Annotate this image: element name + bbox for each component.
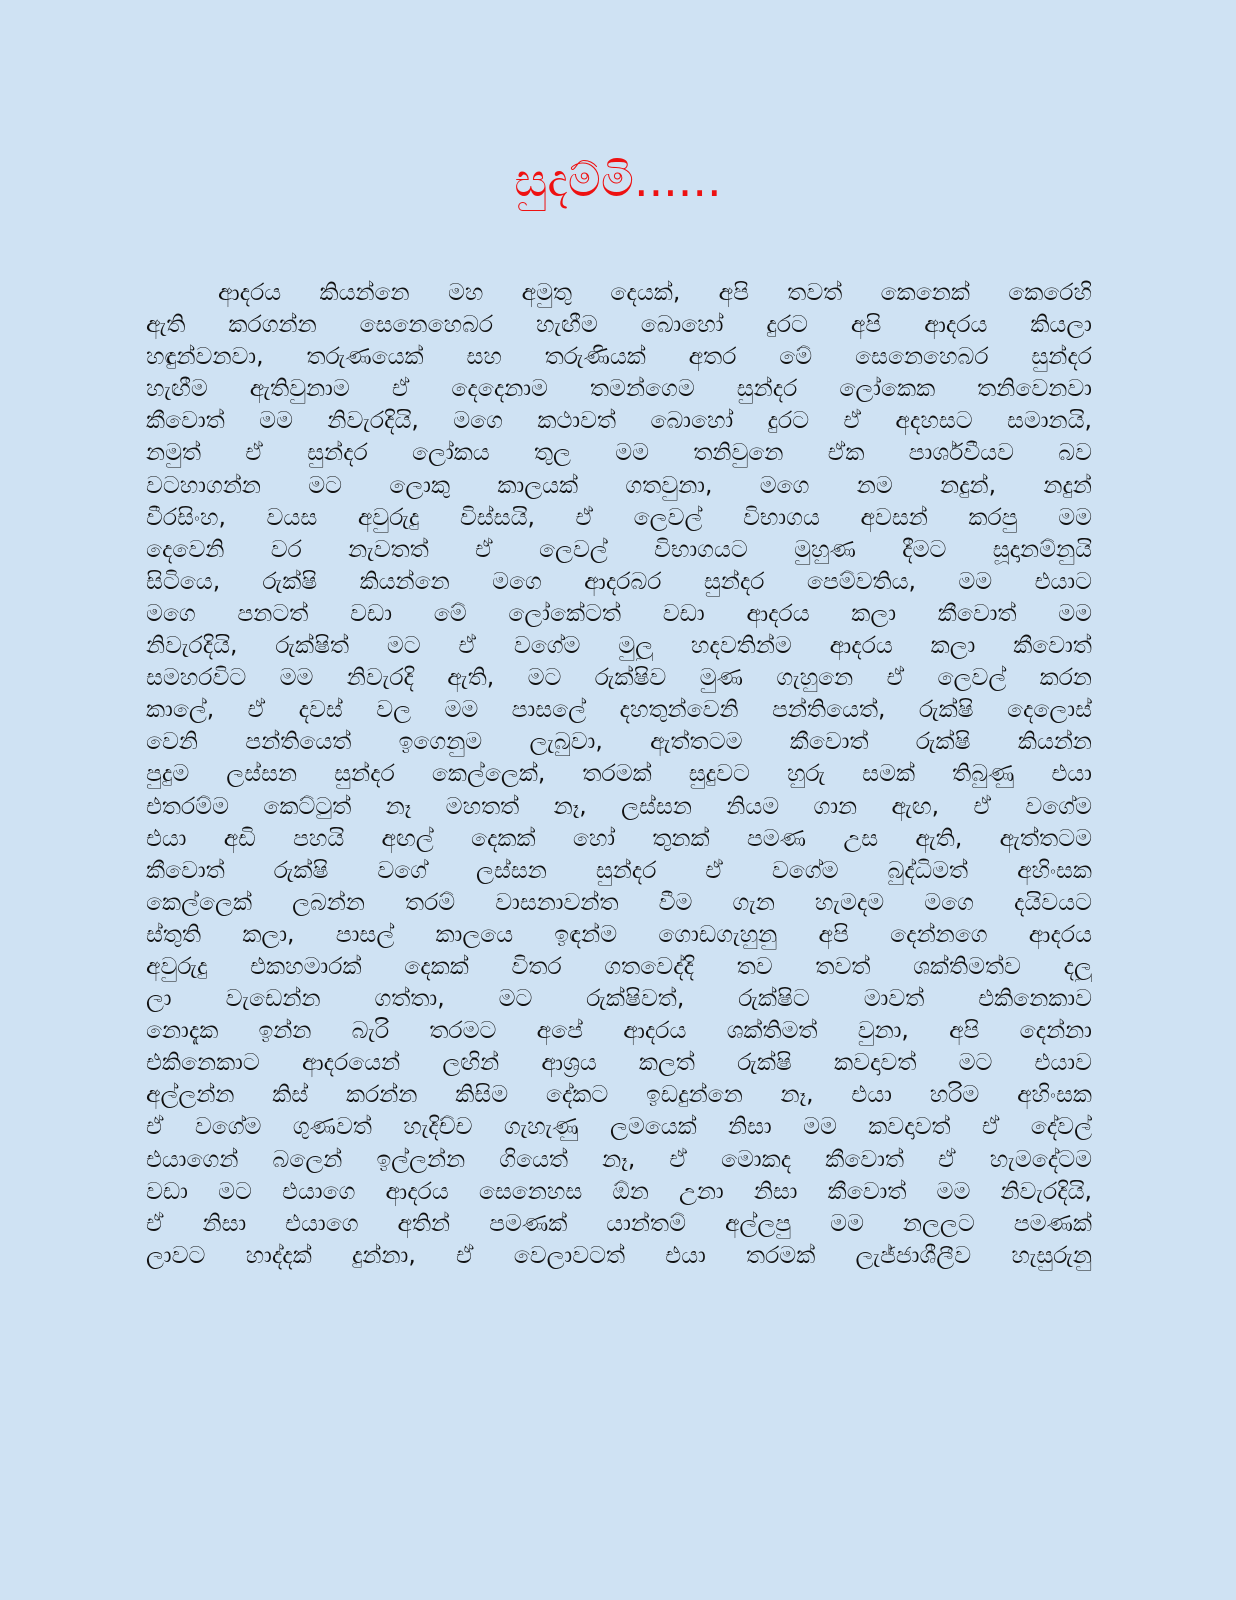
body-line: කෙල්ලෙක් ලබන්න තරම් වාසනාවන්ත වීම ගැන හැමදම මගෙ දයිවයට xyxy=(146,887,1092,916)
body-line: පුදුම ලස්සන සුන්දර කෙල්ලෙක්, තරමක් සුදුවට හුරු සමක් තිබුණු එයා xyxy=(146,759,1092,788)
body-line: වටහාගන්න මට ලොකු කාලයක් ගතවුනා, මගෙ නම නදුන්, නදුන් xyxy=(146,470,1092,499)
body-line: වීරසිංහ, වයස අවුරුදු විස්සයි, ඒ ලෙවල් විභාගය අවසන් කරපු මම xyxy=(146,502,1092,531)
body-line: හැඟීම ඇතිවුනාම ඒ දෙදෙනාම තමන්ගෙම සුන්දර ලෝකෙක තනිවෙනවා xyxy=(146,374,1092,403)
body-line: මගෙ පනටත් වඩා මේ ලෝකේටත් වඩා ආදරය කලා කීවොත් මම xyxy=(146,598,1092,627)
body-line: ඇති කරගන්න සෙනෙහෙබර හැඟීම බොහෝ දුරට අපි ආදරය කියලා xyxy=(146,310,1092,339)
body-line: නොදැක ඉන්න බැරි තරමට අපේ ආදරය ශක්තිමත් වුනා, අපි දෙන්නා xyxy=(146,1016,1092,1045)
body-line: වඩා මට එයාගෙ ආදරය සෙනෙහස ඕන උනා නිසා කීවොත් මම නිවැරදියි, xyxy=(146,1176,1092,1205)
body-line: ආදරය කියන්නෙ මහ අමුතු දෙයක්, අපි තවත් කෙනෙක් කෙරෙහි xyxy=(218,278,1092,306)
story-body xyxy=(146,276,1092,1271)
body-line: ස්තුති කලා, පාසල් කාලයෙ ඉඳන්ම ගොඩගැහුනු අපි දෙන්නගෙ ආදරය xyxy=(146,919,1092,948)
body-line: දෙවෙනි වර නැවතත් ඒ ලෙවල් විභාගයට මුහුණ දීමට සූදානම්නුයි xyxy=(146,534,1092,563)
body-line: එතරම්ම කෙට්ටුත් නෑ මහතත් නෑ, ලස්සන නියම ගාන ඇඟ, ඒ වගේම xyxy=(146,791,1092,820)
body-line: කීවොත් රුක්ෂි වගේ ලස්සන සුන්දර ඒ වගේම බුද්ධිමත් අහිංසක xyxy=(146,855,1092,884)
body-line: වෙනි පන්තියෙත් ඉගෙනුම ලැබුවා, ඇත්තටම කීවොත් රුක්ෂි කියන්න xyxy=(146,727,1092,756)
body-line: එකිනෙකාට ආදරයෙන් ලඟින් ආශ්‍රය කලත් රුක්ෂි කවදාවත් මට එයාව xyxy=(146,1048,1092,1077)
body-line: නිවැරදියි, රුක්ෂිත් මට ඒ වගේම මුලු හදවතින්ම ආදරය කලා කීවොත් xyxy=(146,631,1092,660)
body-line: ඒ නිසා එයාගෙ අතින් පමණක් යාන්තම් අල්ලපු මම නලලට පමණක් xyxy=(146,1208,1092,1237)
body-line: හඳුන්වනවා, තරුණයෙක් සහ තරුණියක් අතර මේ සෙනෙහෙබර සුන්දර xyxy=(146,342,1092,371)
body-line: එයා අඩි පහයි අඟල් දෙකක් හෝ තුනක් පමණ උස ඇති, ඇත්තටම xyxy=(146,823,1092,852)
body-line: කීවොත් මම නිවැරදියි, මගෙ කථාවත් බොහෝ දුරට ඒ අදහසට සමානයි, xyxy=(146,406,1092,435)
body-line: කාලේ, ඒ දවස් වල මම පාසලේ දහතුන්වෙනි පන්තියෙත්, රුක්ෂි දෙලොස් xyxy=(146,695,1092,724)
body-line: අවුරුදු එකහමාරක් දෙකක් විතර ගතවෙද්දි තව තවත් ශක්තිමත්ව දලු xyxy=(146,951,1092,980)
body-line: ලාවට හාද්දක් දුන්නා, ඒ වෙලාවටත් එයා තරමක් ලැජ්ජාශීලීව හැසුරුනු xyxy=(146,1240,1092,1269)
body-line: සිටියෙ, රුක්ෂි කියන්නෙ මගෙ ආදරබර සුන්දර පෙම්වතිය, මම එයාට xyxy=(146,566,1092,595)
body-line: ඒ වගේම ගුණවත් හැදිච්ච ගැහැණු ලමයෙක් නිසා මම කවදාවත් ඒ දේවල් xyxy=(146,1112,1092,1141)
body-line: නමුත් ඒ සුන්දර ලෝකය තුල මම තනිවුනෙ ඒක පාර්ශවීයව බව xyxy=(146,438,1092,467)
body-line: සමහරවිට මම නිවැරදි ඇති, මට රුක්ෂිව මුණ ගැහුනෙ ඒ ලෙවල් කරන xyxy=(146,663,1092,692)
story-title: සුදම්මි...... xyxy=(514,153,722,207)
body-line: ලා වැඩෙන්න ගත්තා, මට රුක්ෂිවත්, රුක්ෂිට මාවත් එකිනෙකාව xyxy=(146,984,1092,1013)
body-line: අල්ලන්න කිස් කරන්න කිසිම දේකට ඉඩදුන්නෙ නෑ, එයා හරිම අහිංසක xyxy=(146,1080,1092,1109)
body-line: එයාගෙන් බලෙන් ඉල්ලන්න ගියෙත් නෑ, ඒ මොකද කීවොත් ඒ හැමදේටම xyxy=(146,1144,1092,1173)
